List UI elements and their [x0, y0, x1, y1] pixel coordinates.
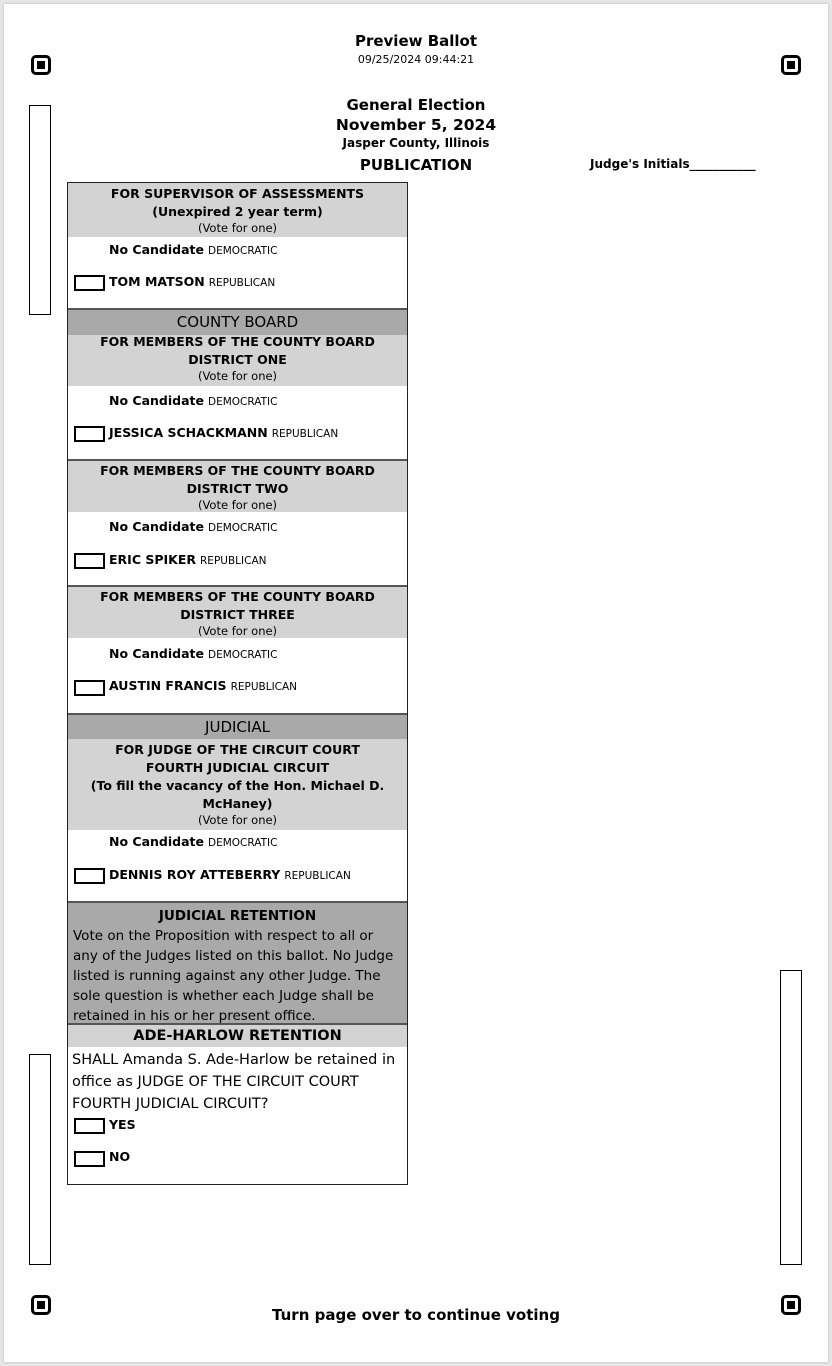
candidate-eric-spiker [109, 552, 266, 567]
contest-note: (To fill the vacancy of the Hon. Michael D. [90, 778, 385, 793]
vote-target-dennis-roy-atteberry[interactable] [74, 868, 105, 884]
candidate-party: REPUBLICAN [200, 555, 267, 567]
candidate-jessica-schackmann [109, 425, 338, 440]
section-county-board: COUNTY BOARD [68, 308, 407, 335]
county-name: Jasper County, Illinois [342, 136, 490, 150]
ballot-title: Preview Ballot [354, 32, 478, 50]
vote-target-tom-matson[interactable] [74, 275, 105, 291]
candidate-no-candidate [109, 646, 277, 661]
candidate-party: REPUBLICAN [284, 870, 351, 882]
ballot-contests [67, 182, 408, 1185]
contest-header-district-two [68, 461, 407, 512]
contest-header-circuit-judge [68, 739, 407, 830]
contest-header-district-one [68, 335, 407, 386]
candidate-no-candidate [109, 393, 277, 408]
candidate-no-candidate [109, 519, 277, 534]
election-name: General Election [346, 96, 486, 114]
candidate-party: REPUBLICAN [208, 277, 276, 289]
candidate-name: AUSTIN FRANCIS [109, 678, 227, 693]
candidate-austin-francis [109, 678, 297, 693]
section-judicial: JUDICIAL [68, 713, 407, 739]
contest-subtitle: (Unexpired 2 year term) [152, 204, 323, 219]
judicial-retention-notice [68, 901, 407, 1024]
contest-subtitle: FOURTH JUDICIAL CIRCUIT [145, 760, 330, 775]
candidate-name: No Candidate [109, 393, 204, 408]
candidate-party: DEMOCRATIC [207, 649, 278, 661]
retention-instructions: Vote on the Proposition with respect to all or any of the Judges listed on this ballot. No Judge listed is running against any other Judge. The sole question is whether each Judge shall be retained in his or her present office. [73, 928, 394, 1024]
contest-header-ade-harlow: ADE-HARLOW RETENTION [68, 1025, 407, 1047]
contest-title: FOR JUDGE OF THE CIRCUIT COURT [115, 742, 360, 757]
contest-note-cont: McHaney) [202, 796, 273, 811]
candidate-name: No Candidate [109, 834, 204, 849]
candidate-party: DEMOCRATIC [207, 837, 278, 849]
candidate-no-candidate [109, 242, 277, 257]
candidate-party: DEMOCRATIC [207, 522, 278, 534]
retention-question: SHALL Amanda S. Ade-Harlow be retained in office as JUDGE OF THE CIRCUIT COURT FOURTH JUDICIAL CIRCUIT? [72, 1052, 396, 1112]
candidate-no-candidate [109, 834, 277, 849]
side-barcode-frame [29, 1054, 51, 1265]
candidate-name: TOM MATSON [109, 274, 205, 289]
vote-for-label: (Vote for one) [197, 498, 278, 512]
ballot-style: PUBLICATION [359, 156, 473, 174]
candidate-name: JESSICA SCHACKMANN [109, 425, 268, 440]
judges-initials-line: Judge's Initials___________ [590, 157, 756, 171]
vote-target-jessica-schackmann[interactable] [74, 426, 105, 442]
retention-title: JUDICIAL RETENTION [158, 908, 317, 924]
candidate-party: REPUBLICAN [271, 428, 339, 440]
candidate-dennis-roy-atteberry [109, 867, 351, 882]
vote-target-eric-spiker[interactable] [74, 553, 105, 569]
candidate-party: REPUBLICAN [230, 681, 298, 693]
contest-subtitle: DISTRICT TWO [186, 481, 289, 496]
candidate-name: DENNIS ROY ATTEBERRY [109, 867, 281, 882]
side-barcode-frame [780, 970, 802, 1265]
vote-target-yes[interactable] [74, 1118, 105, 1134]
vote-for-label: (Vote for one) [197, 369, 278, 383]
candidate-tom-matson [109, 274, 275, 289]
candidate-name: ERIC SPIKER [109, 552, 197, 567]
contest-subtitle: DISTRICT ONE [188, 352, 287, 367]
candidate-party: DEMOCRATIC [207, 245, 278, 257]
contest-header-supervisor [68, 183, 407, 237]
candidate-party: DEMOCRATIC [207, 396, 278, 408]
candidate-name: No Candidate [109, 519, 204, 534]
contest-header-district-three [68, 587, 407, 638]
option-yes: YES [109, 1117, 136, 1132]
option-no: NO [109, 1149, 131, 1164]
continue-voting-note: Turn page over to continue voting [272, 1306, 560, 1324]
contest-title: FOR MEMBERS OF THE COUNTY BOARD [100, 463, 375, 478]
contest-subtitle: DISTRICT THREE [180, 607, 295, 622]
vote-target-austin-francis[interactable] [74, 680, 105, 696]
candidate-name: No Candidate [109, 242, 204, 257]
vote-for-label: (Vote for one) [197, 624, 278, 638]
preview-timestamp: 09/25/2024 09:44:21 [357, 53, 475, 66]
vote-target-no[interactable] [74, 1151, 105, 1167]
vote-for-label: (Vote for one) [197, 813, 278, 827]
contest-title: FOR MEMBERS OF THE COUNTY BOARD [100, 589, 375, 604]
candidate-name: No Candidate [109, 646, 204, 661]
vote-for-label: (Vote for one) [197, 221, 278, 235]
contest-title: FOR MEMBERS OF THE COUNTY BOARD [100, 335, 375, 349]
contest-title: FOR SUPERVISOR OF ASSESSMENTS [110, 186, 365, 201]
election-date: November 5, 2024 [335, 116, 497, 134]
